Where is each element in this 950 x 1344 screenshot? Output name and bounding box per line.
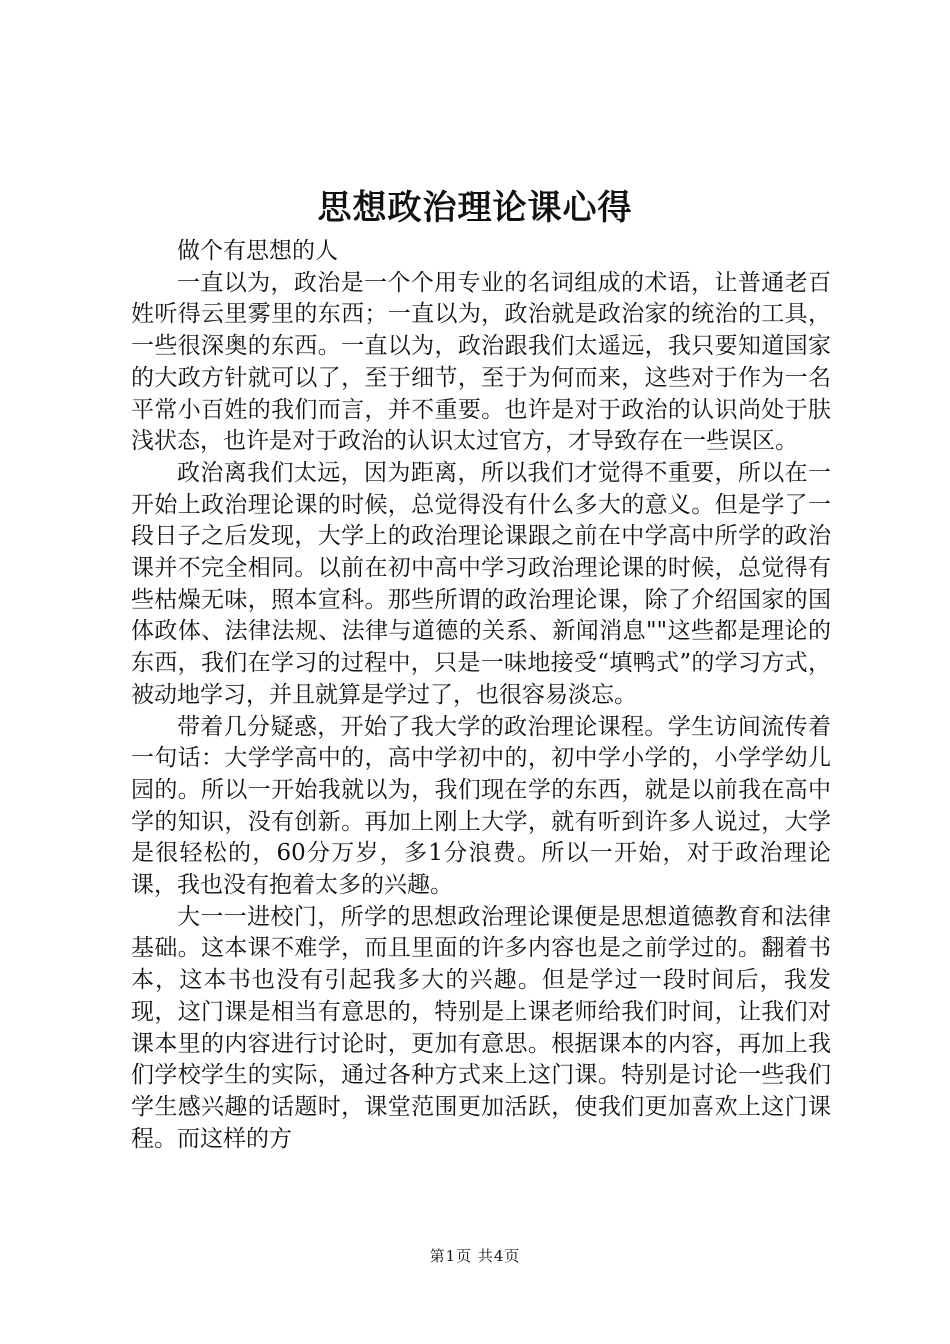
paragraph-subtitle: 做个有思想的人 xyxy=(177,238,338,264)
page-number-footer: 第1页 共4页 xyxy=(429,1247,521,1265)
document-body xyxy=(131,236,831,1155)
document-title: 思想政治理论课心得 xyxy=(317,188,633,228)
paragraph-3: 带着几分疑惑，开始了我大学的政治理论课程。学生访间流传着一句话：大学学高中的，高中学初中的，初中学小学的，小学学幼儿园的。所以一开始我就以为，我们现在学的东西，就是以前我在高中学的知识，没有创新。再加上刚上大学，就有听到许多人说过，大学是很轻松的，60分万岁，多1分浪费。所以一开始，对于政治理论课，我也没有抱着太多的兴趣。 xyxy=(131,713,831,899)
paragraph-2: 政治离我们太远，因为距离，所以我们才觉得不重要，所以在一开始上政治理论课的时候，总觉得没有什么多大的意义。但是学了一段日子之后发现，大学上的政治理论课跟之前在中学高中所学的政治课并不完全相同。以前在初中高中学习政治理论课的时候，总觉得有些枯燥无味，照本宣科。那些所谓的政治理论课，除了介绍国家的国体政体、法律法规、法律与道德的关系、新闻消息""这些都是理论的东西，我们在学习的过程中，只是一味地接受“填鸭式”的学习方式，被动地学习，并且就算是学过了，也很容易淡忘。 xyxy=(131,459,831,708)
paragraph-1: 一直以为，政治是一个个用专业的名词组成的术语，让普通老百姓听得云里雾里的东西；一直以为，政治就是政治家的统治的工具，一些很深奥的东西。一直以为，政治跟我们太遥远，我只要知道国家的大政方针就可以了，至于细节，至于为何而来，这些对于作为一名平常小百姓的我们而言，并不重要。也许是对于政治的认识尚处于肤浅状态，也许是对于政治的认识太过官方，才导致存在一些误区。 xyxy=(131,269,831,455)
paragraph-4: 大一一进校门，所学的思想政治理论课便是思想道德教育和法律基础。这本课不难学，而且里面的许多内容也是之前学过的。翻着书本，这本书也没有引起我多大的兴趣。但是学过一段时间后，我发现，这门课是相当有意思的，特别是上课老师给我们时间，让我们对课本里的内容进行讨论时，更加有意思。根据课本的内容，再加上我们学校学生的实际，通过各种方式来上这门课。特别是讨论一些我们学生感兴趣的话题时，课堂范围更加活跃，使我们更加喜欢上这门课程。而这样的方 xyxy=(131,903,831,1152)
